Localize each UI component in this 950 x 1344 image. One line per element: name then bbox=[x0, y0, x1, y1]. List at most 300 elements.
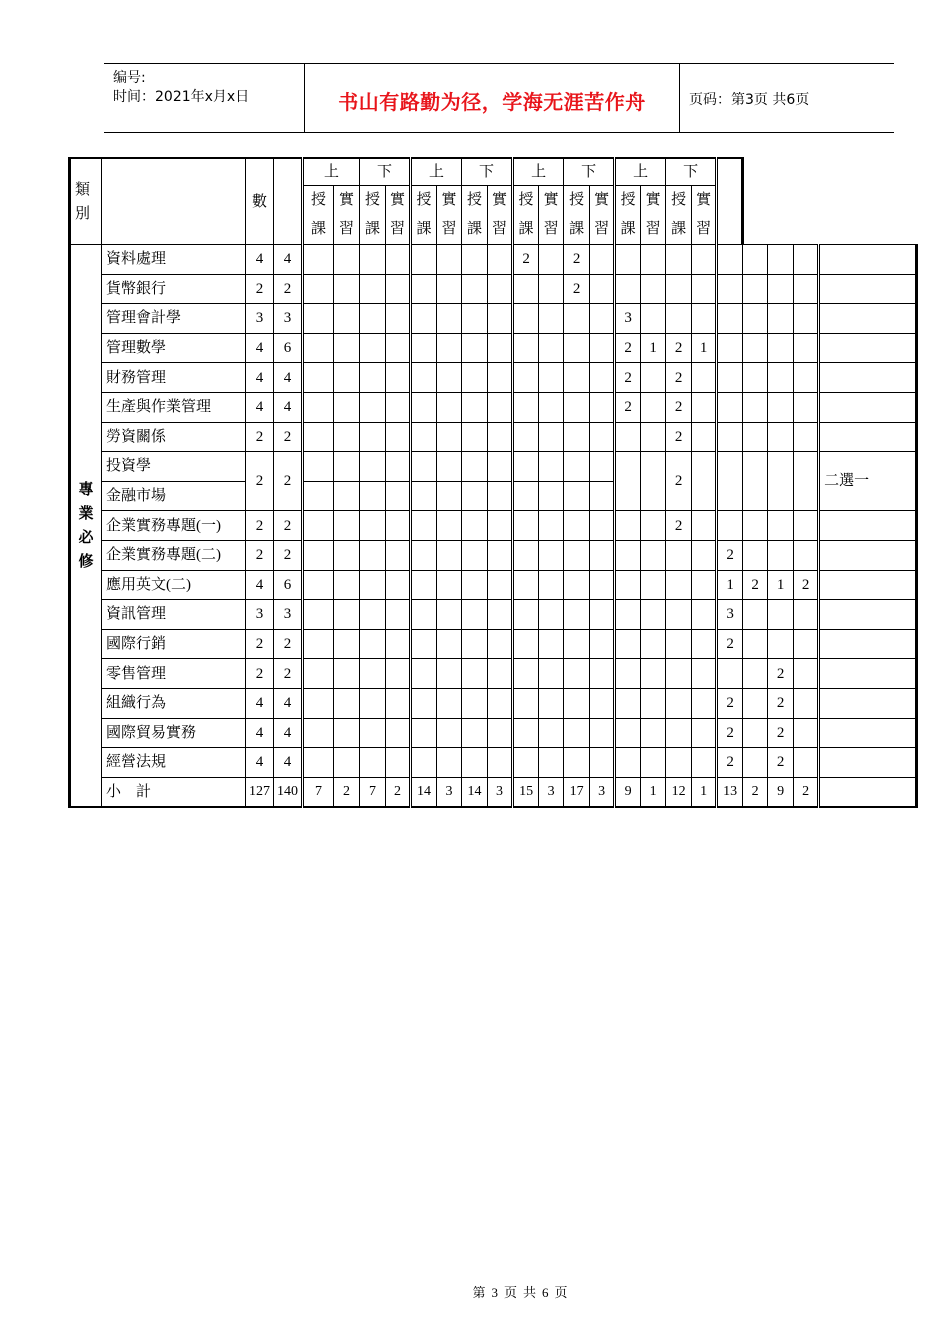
hours-cell bbox=[794, 540, 819, 570]
course-name: 資料處理 bbox=[102, 245, 246, 275]
hours-cell bbox=[539, 600, 564, 630]
table-row bbox=[70, 392, 917, 422]
hours-cell: 7 bbox=[303, 777, 334, 807]
hours-cell bbox=[794, 452, 819, 511]
hours-cell: 2 bbox=[768, 688, 794, 718]
hours-cell bbox=[386, 718, 411, 748]
hours-cell bbox=[334, 748, 360, 778]
hours-cell bbox=[462, 570, 488, 600]
hours-cell bbox=[386, 570, 411, 600]
hours-cell bbox=[641, 511, 666, 541]
hours-cell bbox=[590, 570, 615, 600]
course-name: 生產與作業管理 bbox=[102, 392, 246, 422]
hours-cell bbox=[411, 481, 437, 511]
hours-cell bbox=[564, 659, 590, 689]
hours-cell bbox=[564, 422, 590, 452]
hours-cell bbox=[386, 245, 411, 275]
hours-cell bbox=[488, 570, 513, 600]
half-header: 下 bbox=[360, 158, 411, 186]
hours-cell bbox=[615, 570, 641, 600]
hours-cell bbox=[615, 452, 641, 511]
hours-cell bbox=[666, 540, 692, 570]
hours-cell bbox=[794, 748, 819, 778]
table-row bbox=[70, 363, 917, 393]
hours-cell: 2 bbox=[666, 452, 692, 511]
hours-cell bbox=[462, 452, 488, 482]
hours-cell bbox=[794, 422, 819, 452]
hour-count: 4 bbox=[274, 748, 303, 778]
hours-cell bbox=[717, 659, 743, 689]
hours-cell bbox=[539, 688, 564, 718]
hours-cell bbox=[303, 274, 334, 304]
hours-cell bbox=[462, 245, 488, 275]
table-row bbox=[70, 333, 917, 363]
hours-cell bbox=[794, 511, 819, 541]
hours-cell: 7 bbox=[360, 777, 386, 807]
teach-header-text: 授 課 bbox=[671, 192, 687, 237]
footer-gong: 共 bbox=[523, 1285, 537, 1300]
hours-cell bbox=[334, 718, 360, 748]
credit-count: 4 bbox=[246, 333, 274, 363]
hour-count: 2 bbox=[274, 659, 303, 689]
hours-cell bbox=[692, 748, 717, 778]
note-cell: 二選一 bbox=[819, 452, 917, 511]
hours-cell bbox=[437, 570, 462, 600]
hours-cell bbox=[564, 304, 590, 334]
hours-cell: 1 bbox=[692, 777, 717, 807]
hours-cell bbox=[666, 304, 692, 334]
hours-cell bbox=[590, 245, 615, 275]
hours-cell bbox=[513, 392, 539, 422]
hours-cell bbox=[590, 718, 615, 748]
practice-header bbox=[437, 186, 462, 245]
count-header-2 bbox=[274, 158, 303, 245]
hours-cell bbox=[488, 274, 513, 304]
hours-cell bbox=[590, 363, 615, 393]
hours-cell: 2 bbox=[768, 748, 794, 778]
note-cell bbox=[819, 540, 917, 570]
hours-cell bbox=[488, 304, 513, 334]
hours-cell bbox=[743, 245, 768, 275]
course-name: 組織行為 bbox=[102, 688, 246, 718]
course-name: 應用英文(二) bbox=[102, 570, 246, 600]
hours-cell bbox=[794, 304, 819, 334]
hours-cell bbox=[334, 274, 360, 304]
hours-cell: 2 bbox=[717, 748, 743, 778]
table-row bbox=[70, 748, 917, 778]
hours-cell bbox=[692, 629, 717, 659]
hours-cell bbox=[768, 245, 794, 275]
hours-cell bbox=[794, 629, 819, 659]
hours-cell bbox=[743, 392, 768, 422]
practice-header bbox=[386, 186, 411, 245]
hours-cell bbox=[360, 600, 386, 630]
hours-cell bbox=[488, 540, 513, 570]
hours-cell bbox=[411, 688, 437, 718]
hours-cell bbox=[437, 304, 462, 334]
hours-cell bbox=[692, 718, 717, 748]
teach-header-text: 授 課 bbox=[365, 192, 381, 237]
hours-cell bbox=[539, 333, 564, 363]
hours-cell bbox=[692, 570, 717, 600]
hours-cell bbox=[462, 363, 488, 393]
note-cell bbox=[819, 274, 917, 304]
practice-header bbox=[488, 186, 513, 245]
hours-cell bbox=[462, 392, 488, 422]
hours-cell bbox=[590, 274, 615, 304]
hours-cell bbox=[303, 452, 334, 482]
hours-cell bbox=[437, 274, 462, 304]
page-header bbox=[104, 63, 894, 133]
hours-cell: 2 bbox=[666, 333, 692, 363]
practice-header bbox=[334, 186, 360, 245]
hour-count: 2 bbox=[274, 629, 303, 659]
hours-cell bbox=[768, 600, 794, 630]
half-header: 下 bbox=[564, 158, 615, 186]
hours-cell: 2 bbox=[334, 777, 360, 807]
hours-cell bbox=[564, 688, 590, 718]
hours-cell bbox=[513, 570, 539, 600]
teach-header bbox=[462, 186, 488, 245]
hours-cell bbox=[513, 363, 539, 393]
hours-cell: 1 bbox=[641, 777, 666, 807]
hours-cell bbox=[692, 540, 717, 570]
course-name: 國際行銷 bbox=[102, 629, 246, 659]
note-cell bbox=[819, 245, 917, 275]
hour-count: 2 bbox=[274, 274, 303, 304]
hours-cell bbox=[437, 511, 462, 541]
credit-count: 2 bbox=[246, 540, 274, 570]
hours-cell bbox=[666, 688, 692, 718]
hours-cell bbox=[590, 333, 615, 363]
hours-cell: 2 bbox=[768, 718, 794, 748]
hours-cell bbox=[360, 392, 386, 422]
hours-cell bbox=[360, 422, 386, 452]
teach-header-text: 授 課 bbox=[310, 192, 326, 237]
hours-cell: 2 bbox=[564, 274, 590, 304]
hours-cell bbox=[743, 363, 768, 393]
hours-cell bbox=[303, 659, 334, 689]
hours-cell bbox=[692, 245, 717, 275]
hours-cell bbox=[692, 422, 717, 452]
hours-cell bbox=[641, 540, 666, 570]
hours-cell bbox=[488, 659, 513, 689]
hours-cell bbox=[411, 570, 437, 600]
note-cell bbox=[819, 333, 917, 363]
hours-cell bbox=[386, 422, 411, 452]
hours-cell bbox=[386, 748, 411, 778]
hours-cell bbox=[692, 392, 717, 422]
hours-cell: 2 bbox=[615, 333, 641, 363]
category-cell bbox=[70, 245, 102, 808]
hours-cell bbox=[717, 511, 743, 541]
hours-cell: 2 bbox=[717, 629, 743, 659]
half-header: 上 bbox=[615, 158, 666, 186]
hours-cell bbox=[488, 452, 513, 482]
note-cell bbox=[819, 718, 917, 748]
hours-cell bbox=[334, 629, 360, 659]
hours-cell bbox=[615, 540, 641, 570]
hours-cell bbox=[386, 600, 411, 630]
hours-cell: 2 bbox=[666, 422, 692, 452]
hours-cell bbox=[590, 392, 615, 422]
hours-cell bbox=[303, 481, 334, 511]
page-footer bbox=[0, 1282, 950, 1301]
credit-count: 4 bbox=[246, 245, 274, 275]
footer-page-number: 3 bbox=[491, 1285, 498, 1300]
hours-cell bbox=[411, 629, 437, 659]
hours-cell bbox=[743, 422, 768, 452]
hours-cell bbox=[411, 600, 437, 630]
hours-cell bbox=[437, 600, 462, 630]
teach-header bbox=[666, 186, 692, 245]
hours-cell bbox=[768, 274, 794, 304]
table-row bbox=[70, 422, 917, 452]
credit-count: 2 bbox=[246, 659, 274, 689]
practice-header-text: 實 習 bbox=[594, 192, 610, 237]
note-cell bbox=[819, 659, 917, 689]
hours-cell bbox=[488, 748, 513, 778]
hours-cell bbox=[692, 659, 717, 689]
hours-cell bbox=[360, 688, 386, 718]
hours-cell: 14 bbox=[462, 777, 488, 807]
note-cell bbox=[819, 629, 917, 659]
hours-cell bbox=[666, 600, 692, 630]
hours-cell bbox=[411, 304, 437, 334]
note-cell bbox=[819, 422, 917, 452]
hours-cell bbox=[768, 540, 794, 570]
table-row bbox=[70, 570, 917, 600]
practice-header-text: 實 習 bbox=[492, 192, 508, 237]
hours-cell bbox=[717, 363, 743, 393]
hours-cell bbox=[513, 304, 539, 334]
hour-count: 2 bbox=[274, 422, 303, 452]
hours-cell: 2 bbox=[615, 392, 641, 422]
hours-cell bbox=[360, 540, 386, 570]
hours-cell bbox=[334, 333, 360, 363]
note-cell bbox=[819, 748, 917, 778]
hours-cell bbox=[513, 540, 539, 570]
hours-cell bbox=[437, 245, 462, 275]
table-row bbox=[70, 245, 917, 275]
hours-cell bbox=[303, 748, 334, 778]
hours-cell: 17 bbox=[564, 777, 590, 807]
credit-count: 3 bbox=[246, 600, 274, 630]
hours-cell bbox=[411, 392, 437, 422]
hours-cell bbox=[641, 304, 666, 334]
header-motto-cell bbox=[305, 64, 680, 132]
header-meta-cell bbox=[104, 64, 305, 132]
half-header: 上 bbox=[303, 158, 360, 186]
hours-cell bbox=[641, 392, 666, 422]
hours-cell bbox=[360, 363, 386, 393]
hours-cell bbox=[386, 659, 411, 689]
hours-cell bbox=[794, 363, 819, 393]
hours-cell bbox=[666, 748, 692, 778]
hours-cell bbox=[743, 629, 768, 659]
hours-cell bbox=[768, 392, 794, 422]
hours-cell bbox=[488, 718, 513, 748]
hours-cell bbox=[437, 481, 462, 511]
note-cell bbox=[819, 688, 917, 718]
hours-cell bbox=[768, 304, 794, 334]
hours-cell bbox=[488, 392, 513, 422]
hours-cell bbox=[717, 452, 743, 511]
document-time-label: 时间：2021年x月x日 bbox=[113, 89, 250, 105]
hours-cell bbox=[437, 452, 462, 482]
hours-cell bbox=[334, 659, 360, 689]
hours-cell bbox=[360, 481, 386, 511]
table-row bbox=[70, 274, 917, 304]
hours-cell bbox=[488, 481, 513, 511]
credit-count: 4 bbox=[246, 392, 274, 422]
hours-cell bbox=[539, 274, 564, 304]
hours-cell: 1 bbox=[768, 570, 794, 600]
hours-cell bbox=[615, 245, 641, 275]
hours-cell bbox=[692, 511, 717, 541]
hours-cell: 3 bbox=[717, 600, 743, 630]
hours-cell bbox=[564, 481, 590, 511]
note-cell bbox=[819, 570, 917, 600]
hours-cell bbox=[794, 245, 819, 275]
hours-cell bbox=[462, 688, 488, 718]
hours-cell bbox=[666, 659, 692, 689]
header-page-indicator: 页码：第3页 共6页 bbox=[689, 92, 810, 108]
hours-cell bbox=[488, 629, 513, 659]
category-header-text: 類 別 bbox=[75, 181, 91, 222]
document-number-label: 编号: bbox=[113, 70, 146, 86]
practice-header bbox=[692, 186, 717, 245]
hours-cell bbox=[641, 570, 666, 600]
hours-cell bbox=[462, 659, 488, 689]
hours-cell bbox=[615, 629, 641, 659]
course-name: 管理會計學 bbox=[102, 304, 246, 334]
hours-cell bbox=[437, 422, 462, 452]
hours-cell bbox=[462, 600, 488, 630]
course-name: 勞資關係 bbox=[102, 422, 246, 452]
hours-cell bbox=[768, 511, 794, 541]
hours-cell: 9 bbox=[615, 777, 641, 807]
hours-cell bbox=[590, 688, 615, 718]
hours-cell: 1 bbox=[717, 570, 743, 600]
hours-cell bbox=[768, 363, 794, 393]
table-row bbox=[70, 600, 917, 630]
hours-cell: 2 bbox=[743, 777, 768, 807]
hours-cell bbox=[768, 629, 794, 659]
table-row bbox=[70, 688, 917, 718]
hours-cell bbox=[564, 600, 590, 630]
hours-cell bbox=[334, 363, 360, 393]
hours-cell bbox=[360, 274, 386, 304]
hours-cell bbox=[564, 748, 590, 778]
hours-cell bbox=[386, 629, 411, 659]
hours-cell bbox=[411, 511, 437, 541]
hours-cell: 2 bbox=[717, 540, 743, 570]
table-row bbox=[70, 718, 917, 748]
hours-cell bbox=[462, 333, 488, 363]
credit-count: 2 bbox=[246, 274, 274, 304]
hours-cell bbox=[743, 274, 768, 304]
hours-cell bbox=[743, 511, 768, 541]
hours-cell bbox=[564, 333, 590, 363]
hours-cell bbox=[590, 422, 615, 452]
hours-cell bbox=[411, 363, 437, 393]
credit-count: 4 bbox=[246, 570, 274, 600]
hour-count: 6 bbox=[274, 333, 303, 363]
hours-cell bbox=[303, 304, 334, 334]
hours-cell bbox=[717, 274, 743, 304]
hours-cell bbox=[386, 363, 411, 393]
hours-cell bbox=[539, 452, 564, 482]
hour-count: 6 bbox=[274, 570, 303, 600]
hours-cell bbox=[590, 600, 615, 630]
hours-cell bbox=[615, 748, 641, 778]
hours-cell bbox=[411, 274, 437, 304]
hours-cell: 3 bbox=[539, 777, 564, 807]
hours-cell bbox=[303, 392, 334, 422]
hours-cell bbox=[615, 274, 641, 304]
note-cell bbox=[819, 777, 917, 807]
credit-count: 127 bbox=[246, 777, 274, 807]
hours-cell bbox=[539, 718, 564, 748]
hours-cell: 2 bbox=[564, 245, 590, 275]
hours-cell bbox=[386, 274, 411, 304]
hours-cell bbox=[513, 274, 539, 304]
half-header: 下 bbox=[462, 158, 513, 186]
hours-cell bbox=[303, 540, 334, 570]
hours-cell bbox=[692, 600, 717, 630]
hours-cell bbox=[743, 452, 768, 511]
hours-cell bbox=[386, 452, 411, 482]
hour-count: 4 bbox=[274, 718, 303, 748]
hours-cell: 3 bbox=[488, 777, 513, 807]
hours-cell bbox=[539, 245, 564, 275]
hours-cell bbox=[717, 392, 743, 422]
hours-cell bbox=[743, 600, 768, 630]
count-header: 數 bbox=[246, 158, 274, 245]
subtotal-label: 小 計 bbox=[102, 777, 246, 807]
hours-cell bbox=[564, 511, 590, 541]
hours-cell bbox=[641, 629, 666, 659]
hours-cell: 2 bbox=[666, 363, 692, 393]
table-row bbox=[70, 304, 917, 334]
hour-count: 2 bbox=[274, 452, 303, 511]
hours-cell bbox=[360, 511, 386, 541]
hours-cell bbox=[462, 718, 488, 748]
hours-cell bbox=[717, 245, 743, 275]
hours-cell bbox=[303, 688, 334, 718]
hours-cell bbox=[590, 748, 615, 778]
hours-cell bbox=[411, 540, 437, 570]
hour-count: 4 bbox=[274, 245, 303, 275]
hours-cell bbox=[666, 718, 692, 748]
hours-cell bbox=[743, 748, 768, 778]
hours-cell bbox=[334, 570, 360, 600]
hours-cell bbox=[513, 511, 539, 541]
hours-cell bbox=[334, 600, 360, 630]
practice-header-text: 實 習 bbox=[696, 192, 712, 237]
course-name: 投資學 bbox=[102, 452, 246, 482]
hours-cell: 2 bbox=[794, 570, 819, 600]
course-name: 金融市場 bbox=[102, 481, 246, 511]
hours-cell bbox=[615, 600, 641, 630]
hours-cell: 2 bbox=[386, 777, 411, 807]
hour-count: 4 bbox=[274, 688, 303, 718]
course-name: 資訊管理 bbox=[102, 600, 246, 630]
hours-cell bbox=[386, 688, 411, 718]
hours-cell: 1 bbox=[641, 333, 666, 363]
hours-cell bbox=[462, 422, 488, 452]
